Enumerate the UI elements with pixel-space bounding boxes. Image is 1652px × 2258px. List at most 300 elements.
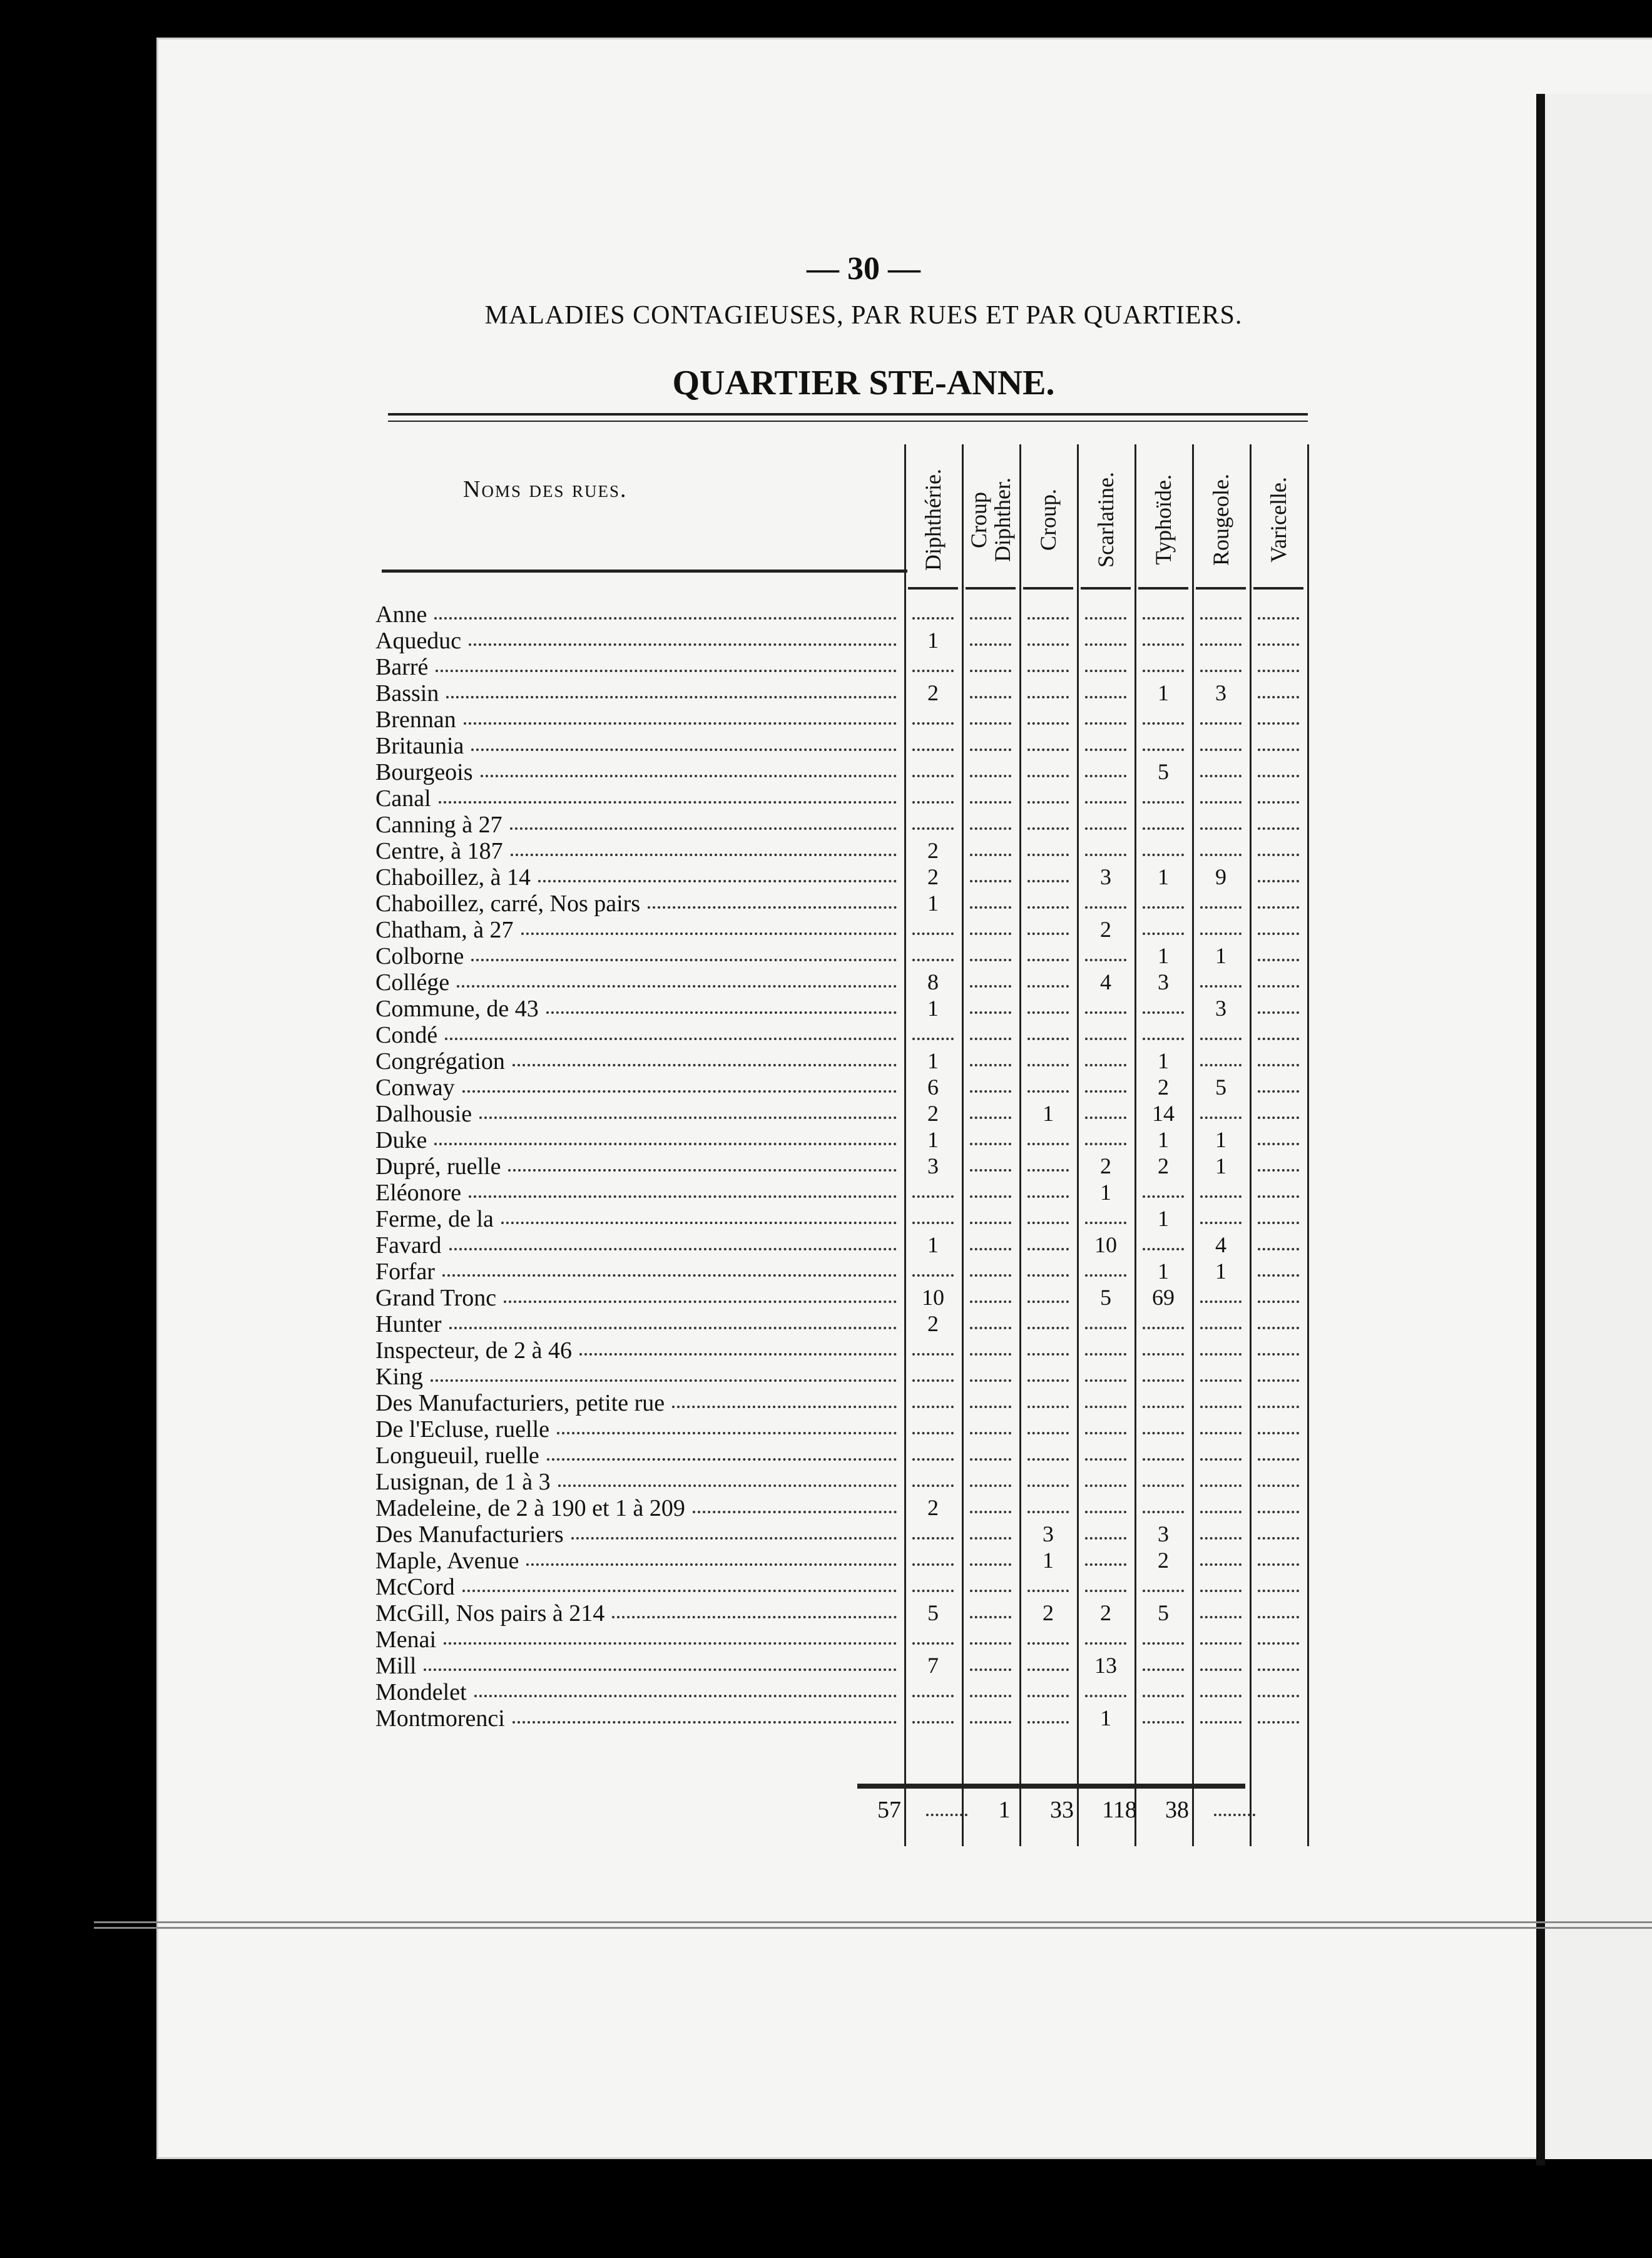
- empty-cell: [1027, 1011, 1069, 1014]
- count-cell: 3: [927, 1153, 939, 1178]
- count-cell: 2: [1158, 1075, 1169, 1100]
- leader-dots: [471, 959, 897, 961]
- empty-cell: [1143, 801, 1184, 804]
- count-cell: 4: [1215, 1232, 1226, 1257]
- street-name: Longueuil, ruelle: [375, 1443, 539, 1469]
- empty-cell: [1200, 1537, 1242, 1540]
- empty-cell: [970, 1379, 1011, 1382]
- empty-cell: [912, 1721, 954, 1724]
- empty-cell: [970, 748, 1011, 751]
- empty-cell: [912, 1642, 954, 1645]
- leader-dots: [504, 1300, 897, 1303]
- empty-cell: [1027, 1406, 1069, 1408]
- street-name: Commune, de 43: [375, 996, 539, 1022]
- leader-dots: [693, 1511, 897, 1513]
- empty-cell: [1085, 827, 1126, 830]
- column-header-underline: [1081, 587, 1131, 590]
- total-cell: 118: [1102, 1797, 1137, 1823]
- street-name: Maple, Avenue: [375, 1548, 519, 1574]
- table-row: [369, 1573, 1308, 1600]
- empty-cell: [1258, 670, 1299, 672]
- empty-cell: [970, 1563, 1011, 1566]
- count-cell: 1: [1100, 1180, 1111, 1205]
- page-subtitle: QUARTIER STE-ANNE.: [672, 364, 1055, 402]
- table-row: [369, 1074, 1308, 1100]
- empty-cell: [1027, 1695, 1069, 1697]
- count-cell: 14: [1152, 1101, 1175, 1126]
- count-cell: 2: [1158, 1153, 1169, 1178]
- table-row: [369, 1442, 1308, 1468]
- table-row: [369, 1258, 1308, 1284]
- leader-dots: [508, 1169, 897, 1172]
- empty-cell: [1143, 617, 1184, 620]
- column-header: [1078, 457, 1134, 582]
- empty-cell: [970, 801, 1011, 804]
- page-title: MALADIES CONTAGIEUSES, PAR RUES ET PAR QUARTIERS.: [484, 301, 1243, 330]
- column-header-underline: [908, 587, 958, 590]
- street-name: Colborne: [375, 943, 464, 969]
- table-row: [369, 601, 1308, 627]
- count-cell: 5: [1215, 1075, 1226, 1100]
- empty-cell: [1143, 670, 1184, 672]
- empty-cell: [1027, 854, 1069, 856]
- count-cell: 1: [927, 996, 939, 1021]
- street-name: Chatham, à 27: [375, 917, 514, 943]
- empty-cell: [1258, 801, 1299, 804]
- empty-cell: [1200, 1195, 1242, 1198]
- street-name: Collége: [375, 969, 450, 996]
- table-row: [369, 1705, 1308, 1731]
- table-row: [369, 1416, 1308, 1442]
- empty-cell: [1258, 643, 1299, 646]
- empty-cell: [1200, 670, 1242, 672]
- empty-cell: [1200, 1563, 1242, 1566]
- column-header-label: Rougeole.: [1208, 473, 1234, 566]
- column-header-label: Croup.: [1036, 488, 1061, 551]
- empty-cell: [1027, 1300, 1069, 1303]
- empty-cell: [1143, 1248, 1184, 1250]
- empty-cell: [1027, 880, 1069, 882]
- count-cell: 3: [1100, 864, 1111, 889]
- empty-cell: [970, 1537, 1011, 1540]
- empty-cell: [1085, 1432, 1126, 1434]
- empty-cell: [1143, 932, 1184, 935]
- count-cell: 5: [927, 1600, 939, 1625]
- table-row: [369, 1021, 1308, 1048]
- empty-cell: [1027, 985, 1069, 988]
- empty-cell: [970, 1064, 1011, 1066]
- street-name: Inspecteur, de 2 à 46: [375, 1337, 572, 1364]
- empty-cell: [970, 1038, 1011, 1040]
- leader-dots: [474, 1695, 897, 1697]
- street-name: King: [375, 1364, 423, 1390]
- empty-cell: [1258, 1484, 1299, 1487]
- empty-cell: [1027, 1484, 1069, 1487]
- count-cell: 6: [927, 1075, 939, 1100]
- empty-cell: [970, 932, 1011, 935]
- column-header: [963, 457, 1019, 582]
- empty-cell: [1200, 1038, 1242, 1040]
- empty-cell: [1258, 1432, 1299, 1434]
- empty-cell: [1200, 1668, 1242, 1671]
- street-name: De l'Ecluse, ruelle: [375, 1416, 550, 1443]
- empty-cell: [912, 1353, 954, 1356]
- empty-cell: [1143, 906, 1184, 909]
- leader-dots: [538, 880, 897, 882]
- street-name: Forfar: [375, 1259, 435, 1285]
- table-row: [369, 785, 1308, 811]
- empty-cell: [1200, 1300, 1242, 1303]
- empty-cell: [1027, 1169, 1069, 1172]
- leader-dots: [526, 1563, 897, 1566]
- count-cell: 2: [1158, 1548, 1169, 1573]
- empty-cell: [970, 1116, 1011, 1119]
- table-row: [369, 1626, 1308, 1652]
- empty-cell: [970, 1090, 1011, 1093]
- empty-cell: [1085, 1327, 1126, 1329]
- count-cell: 2: [1100, 1600, 1111, 1625]
- empty-cell: [1143, 1011, 1184, 1014]
- empty-cell: [1027, 670, 1069, 672]
- empty-cell: [1085, 1353, 1126, 1356]
- empty-cell: [1258, 1616, 1299, 1618]
- table-row: [369, 1547, 1308, 1573]
- empty-cell: [1027, 1721, 1069, 1724]
- empty-cell: [970, 880, 1011, 882]
- street-header-underline: [382, 570, 907, 573]
- street-name: Montmorenci: [375, 1705, 505, 1732]
- empty-cell: [1027, 1327, 1069, 1329]
- empty-cell: [912, 959, 954, 961]
- empty-cell: [1258, 880, 1299, 882]
- empty-cell: [1085, 1484, 1126, 1487]
- leader-dots: [547, 1458, 897, 1461]
- empty-cell: [1085, 1379, 1126, 1382]
- leader-dots: [457, 985, 897, 988]
- empty-cell: [970, 959, 1011, 961]
- empty-cell: [912, 1379, 954, 1382]
- empty-cell: [970, 827, 1011, 830]
- table-row: [369, 706, 1308, 732]
- empty-cell: [912, 1484, 954, 1487]
- empty-cell: [1200, 1432, 1242, 1434]
- table-row: [369, 1205, 1308, 1232]
- empty-cell: [1258, 722, 1299, 725]
- column-header-label: Typhoïde.: [1151, 474, 1176, 565]
- empty-cell: [1200, 1642, 1242, 1645]
- count-cell: 2: [1100, 917, 1111, 942]
- empty-cell: [970, 1642, 1011, 1645]
- count-cell: 69: [1152, 1285, 1175, 1310]
- empty-cell: [1027, 748, 1069, 751]
- empty-cell: [970, 1222, 1011, 1224]
- empty-cell: [1258, 932, 1299, 935]
- table-row: [369, 1600, 1308, 1626]
- leader-dots: [648, 906, 897, 909]
- empty-cell: [1200, 775, 1242, 777]
- table-row: [369, 759, 1308, 785]
- total-cell: 38: [1165, 1797, 1189, 1823]
- empty-cell: [1258, 1011, 1299, 1014]
- count-cell: 10: [922, 1285, 944, 1310]
- empty-cell: [1258, 1590, 1299, 1592]
- empty-cell: [1258, 854, 1299, 856]
- count-cell: 3: [1158, 969, 1169, 994]
- empty-cell: [1027, 1222, 1069, 1224]
- empty-cell: [1027, 906, 1069, 909]
- street-name: Chaboillez, carré, Nos pairs: [375, 891, 641, 917]
- leader-dots: [512, 1064, 897, 1066]
- empty-cell: [1258, 1353, 1299, 1356]
- empty-cell: [970, 1590, 1011, 1592]
- count-cell: 1: [1158, 1127, 1169, 1152]
- empty-cell: [1027, 1432, 1069, 1434]
- empty-cell: [1027, 1668, 1069, 1671]
- street-name: Centre, à 187: [375, 838, 503, 864]
- header-double-rule: [388, 413, 1308, 422]
- empty-cell: [1085, 722, 1126, 725]
- count-cell: 2: [927, 1495, 939, 1520]
- count-cell: 2: [927, 1101, 939, 1126]
- table-row: [369, 811, 1308, 837]
- empty-cell: [1200, 1222, 1242, 1224]
- empty-cell: [1200, 617, 1242, 620]
- empty-cell: [1027, 1379, 1069, 1382]
- empty-cell: [970, 1616, 1011, 1618]
- empty-cell: [970, 1300, 1011, 1303]
- leader-dots: [571, 1537, 897, 1540]
- empty-cell: [1258, 1458, 1299, 1461]
- street-name: Hunter: [375, 1311, 442, 1337]
- binding-fold: [1536, 94, 1545, 2165]
- empty-cell: [1027, 775, 1069, 777]
- empty-cell: [970, 775, 1011, 777]
- count-cell: 5: [1158, 1600, 1169, 1625]
- column-header-underline: [1253, 587, 1303, 590]
- column-header: [1021, 457, 1077, 582]
- count-cell: 3: [1158, 1521, 1169, 1546]
- leader-dots: [431, 1379, 897, 1382]
- empty-cell: [1258, 1511, 1299, 1513]
- table-row: [369, 732, 1308, 759]
- empty-cell: [1258, 1642, 1299, 1645]
- empty-cell: [1200, 1721, 1242, 1724]
- empty-cell: [1258, 1668, 1299, 1671]
- leader-dots: [471, 748, 897, 751]
- empty-cell: [970, 1511, 1011, 1513]
- empty-cell: [1258, 1721, 1299, 1724]
- empty-cell: [970, 1695, 1011, 1697]
- empty-cell: [912, 1274, 954, 1277]
- empty-cell: [1027, 932, 1069, 935]
- leader-dots: [469, 643, 897, 646]
- street-name: Canning à 27: [375, 812, 502, 838]
- empty-cell: [970, 1248, 1011, 1250]
- leader-dots: [449, 1248, 897, 1250]
- empty-cell: [1085, 775, 1126, 777]
- leader-dots: [672, 1406, 897, 1408]
- empty-cell: [912, 748, 954, 751]
- count-cell: 2: [1043, 1600, 1054, 1625]
- table-row: [369, 1363, 1308, 1389]
- table-row: [369, 1153, 1308, 1179]
- empty-cell: [1258, 1274, 1299, 1277]
- table-row: [369, 837, 1308, 864]
- leader-dots: [445, 1038, 897, 1040]
- leader-dots: [434, 617, 897, 620]
- street-name: Canal: [375, 785, 431, 812]
- empty-cell: [1027, 722, 1069, 725]
- empty-cell: [912, 670, 954, 672]
- count-cell: 3: [1043, 1521, 1054, 1546]
- leader-dots: [579, 1353, 897, 1356]
- empty-cell: [1258, 1116, 1299, 1119]
- table-row: [369, 1100, 1308, 1126]
- empty-cell: [1085, 670, 1126, 672]
- table-row: [369, 680, 1308, 706]
- empty-cell: [970, 1353, 1011, 1356]
- count-cell: 4: [1100, 969, 1111, 994]
- empty-cell: [1258, 1300, 1299, 1303]
- street-name: Eléonore: [375, 1180, 462, 1206]
- count-cell: 1: [1215, 1127, 1226, 1152]
- street-name: Condé: [375, 1022, 438, 1048]
- empty-cell: [912, 801, 954, 804]
- empty-cell: [1085, 643, 1126, 646]
- street-name: Chaboillez, à 14: [375, 864, 531, 891]
- page-number: — 30 —: [807, 251, 920, 287]
- empty-cell: [1143, 827, 1184, 830]
- count-cell: 1: [927, 628, 939, 653]
- adjacent-page-edge: [1545, 94, 1652, 2159]
- column-header-underline: [966, 587, 1016, 590]
- leader-dots: [436, 670, 897, 672]
- count-cell: 1: [1215, 943, 1226, 968]
- leader-dots: [558, 1484, 897, 1487]
- count-cell: 2: [1100, 1153, 1111, 1178]
- table-row: [369, 1494, 1308, 1521]
- column-header-label: Scarlatine.: [1093, 471, 1119, 568]
- table-row: [369, 890, 1308, 916]
- empty-cell: [1027, 1143, 1069, 1145]
- empty-cell: [970, 1274, 1011, 1277]
- empty-cell: [1027, 696, 1069, 698]
- empty-cell: [1143, 1511, 1184, 1513]
- empty-cell: [912, 775, 954, 777]
- empty-cell: [1085, 748, 1126, 751]
- empty-cell: [970, 1143, 1011, 1145]
- street-name: Duke: [375, 1127, 427, 1153]
- empty-cell: [1143, 748, 1184, 751]
- leader-dots: [442, 1274, 897, 1277]
- column-header-label: Diphthérie.: [920, 468, 946, 571]
- count-cell: 3: [1215, 680, 1226, 705]
- empty-cell: [1258, 1248, 1299, 1250]
- street-name: Bassin: [375, 680, 439, 707]
- empty-cell: [912, 1406, 954, 1408]
- table-row: [369, 1284, 1308, 1310]
- street-name: Lusignan, de 1 à 3: [375, 1469, 551, 1495]
- empty-cell: [1258, 1143, 1299, 1145]
- empty-cell: [970, 906, 1011, 909]
- empty-cell: [1200, 1327, 1242, 1329]
- empty-cell: [1143, 643, 1184, 646]
- empty-cell: [1143, 1195, 1184, 1198]
- empty-cell: [1143, 1721, 1184, 1724]
- count-cell: 2: [927, 864, 939, 889]
- empty-cell: [1200, 643, 1242, 646]
- empty-cell: [912, 1563, 954, 1566]
- count-cell: 1: [1100, 1705, 1111, 1730]
- table-row: [369, 1337, 1308, 1363]
- column-header-label: Varicelle.: [1266, 476, 1292, 563]
- empty-cell: [1085, 1274, 1126, 1277]
- count-cell: 5: [1158, 759, 1169, 784]
- column-header: [1193, 457, 1250, 582]
- empty-cell: [1200, 748, 1242, 751]
- count-cell: 1: [927, 1048, 939, 1073]
- leader-dots: [469, 1195, 897, 1198]
- leader-dots: [479, 1116, 897, 1119]
- empty-cell: [1085, 1511, 1126, 1513]
- empty-cell: [1027, 1248, 1069, 1250]
- street-name: Menai: [375, 1627, 437, 1653]
- street-name: Grand Tronc: [375, 1285, 497, 1311]
- empty-cell: [1085, 1590, 1126, 1592]
- street-name: Conway: [375, 1075, 455, 1101]
- empty-cell: [1143, 1642, 1184, 1645]
- empty-cell: [1200, 1616, 1242, 1618]
- empty-cell: [1085, 1090, 1126, 1093]
- street-name: McGill, Nos pairs à 214: [375, 1600, 605, 1627]
- empty-cell: [912, 1195, 954, 1198]
- count-cell: 10: [1094, 1232, 1117, 1257]
- street-name: Des Manufacturiers, petite rue: [375, 1390, 665, 1416]
- empty-cell: [1085, 1011, 1126, 1014]
- street-name: Madeleine, de 2 à 190 et 1 à 209: [375, 1495, 685, 1521]
- count-cell: 1: [1215, 1259, 1226, 1284]
- empty-cell: [1258, 1406, 1299, 1408]
- empty-cell: [1258, 1169, 1299, 1172]
- street-name: McCord: [375, 1574, 455, 1600]
- street-name: Britaunia: [375, 733, 464, 759]
- street-name: Mondelet: [375, 1679, 467, 1705]
- empty-cell: [1085, 1222, 1126, 1224]
- empty-cell: [1258, 1695, 1299, 1697]
- empty-cell: [1200, 1353, 1242, 1356]
- column-header: [905, 457, 962, 582]
- empty-cell: [1258, 1064, 1299, 1066]
- empty-cell: [1027, 1590, 1069, 1592]
- empty-cell: [1143, 1484, 1184, 1487]
- empty-cell: [912, 1432, 954, 1434]
- street-name: Brennan: [375, 707, 456, 733]
- empty-cell: [970, 1011, 1011, 1014]
- empty-cell: [1200, 1064, 1242, 1066]
- empty-cell: [1085, 1116, 1126, 1119]
- count-cell: 8: [927, 969, 939, 994]
- empty-total-cell: [1214, 1814, 1255, 1816]
- total-cell: 1: [998, 1797, 1011, 1823]
- empty-cell: [912, 1590, 954, 1592]
- empty-cell: [1258, 1222, 1299, 1224]
- table-row: [369, 969, 1308, 995]
- street-name: Barré: [375, 654, 429, 680]
- count-cell: 1: [927, 891, 939, 916]
- count-cell: 2: [927, 1311, 939, 1336]
- street-table: [369, 601, 1308, 1731]
- totals-rule: [857, 1784, 1245, 1789]
